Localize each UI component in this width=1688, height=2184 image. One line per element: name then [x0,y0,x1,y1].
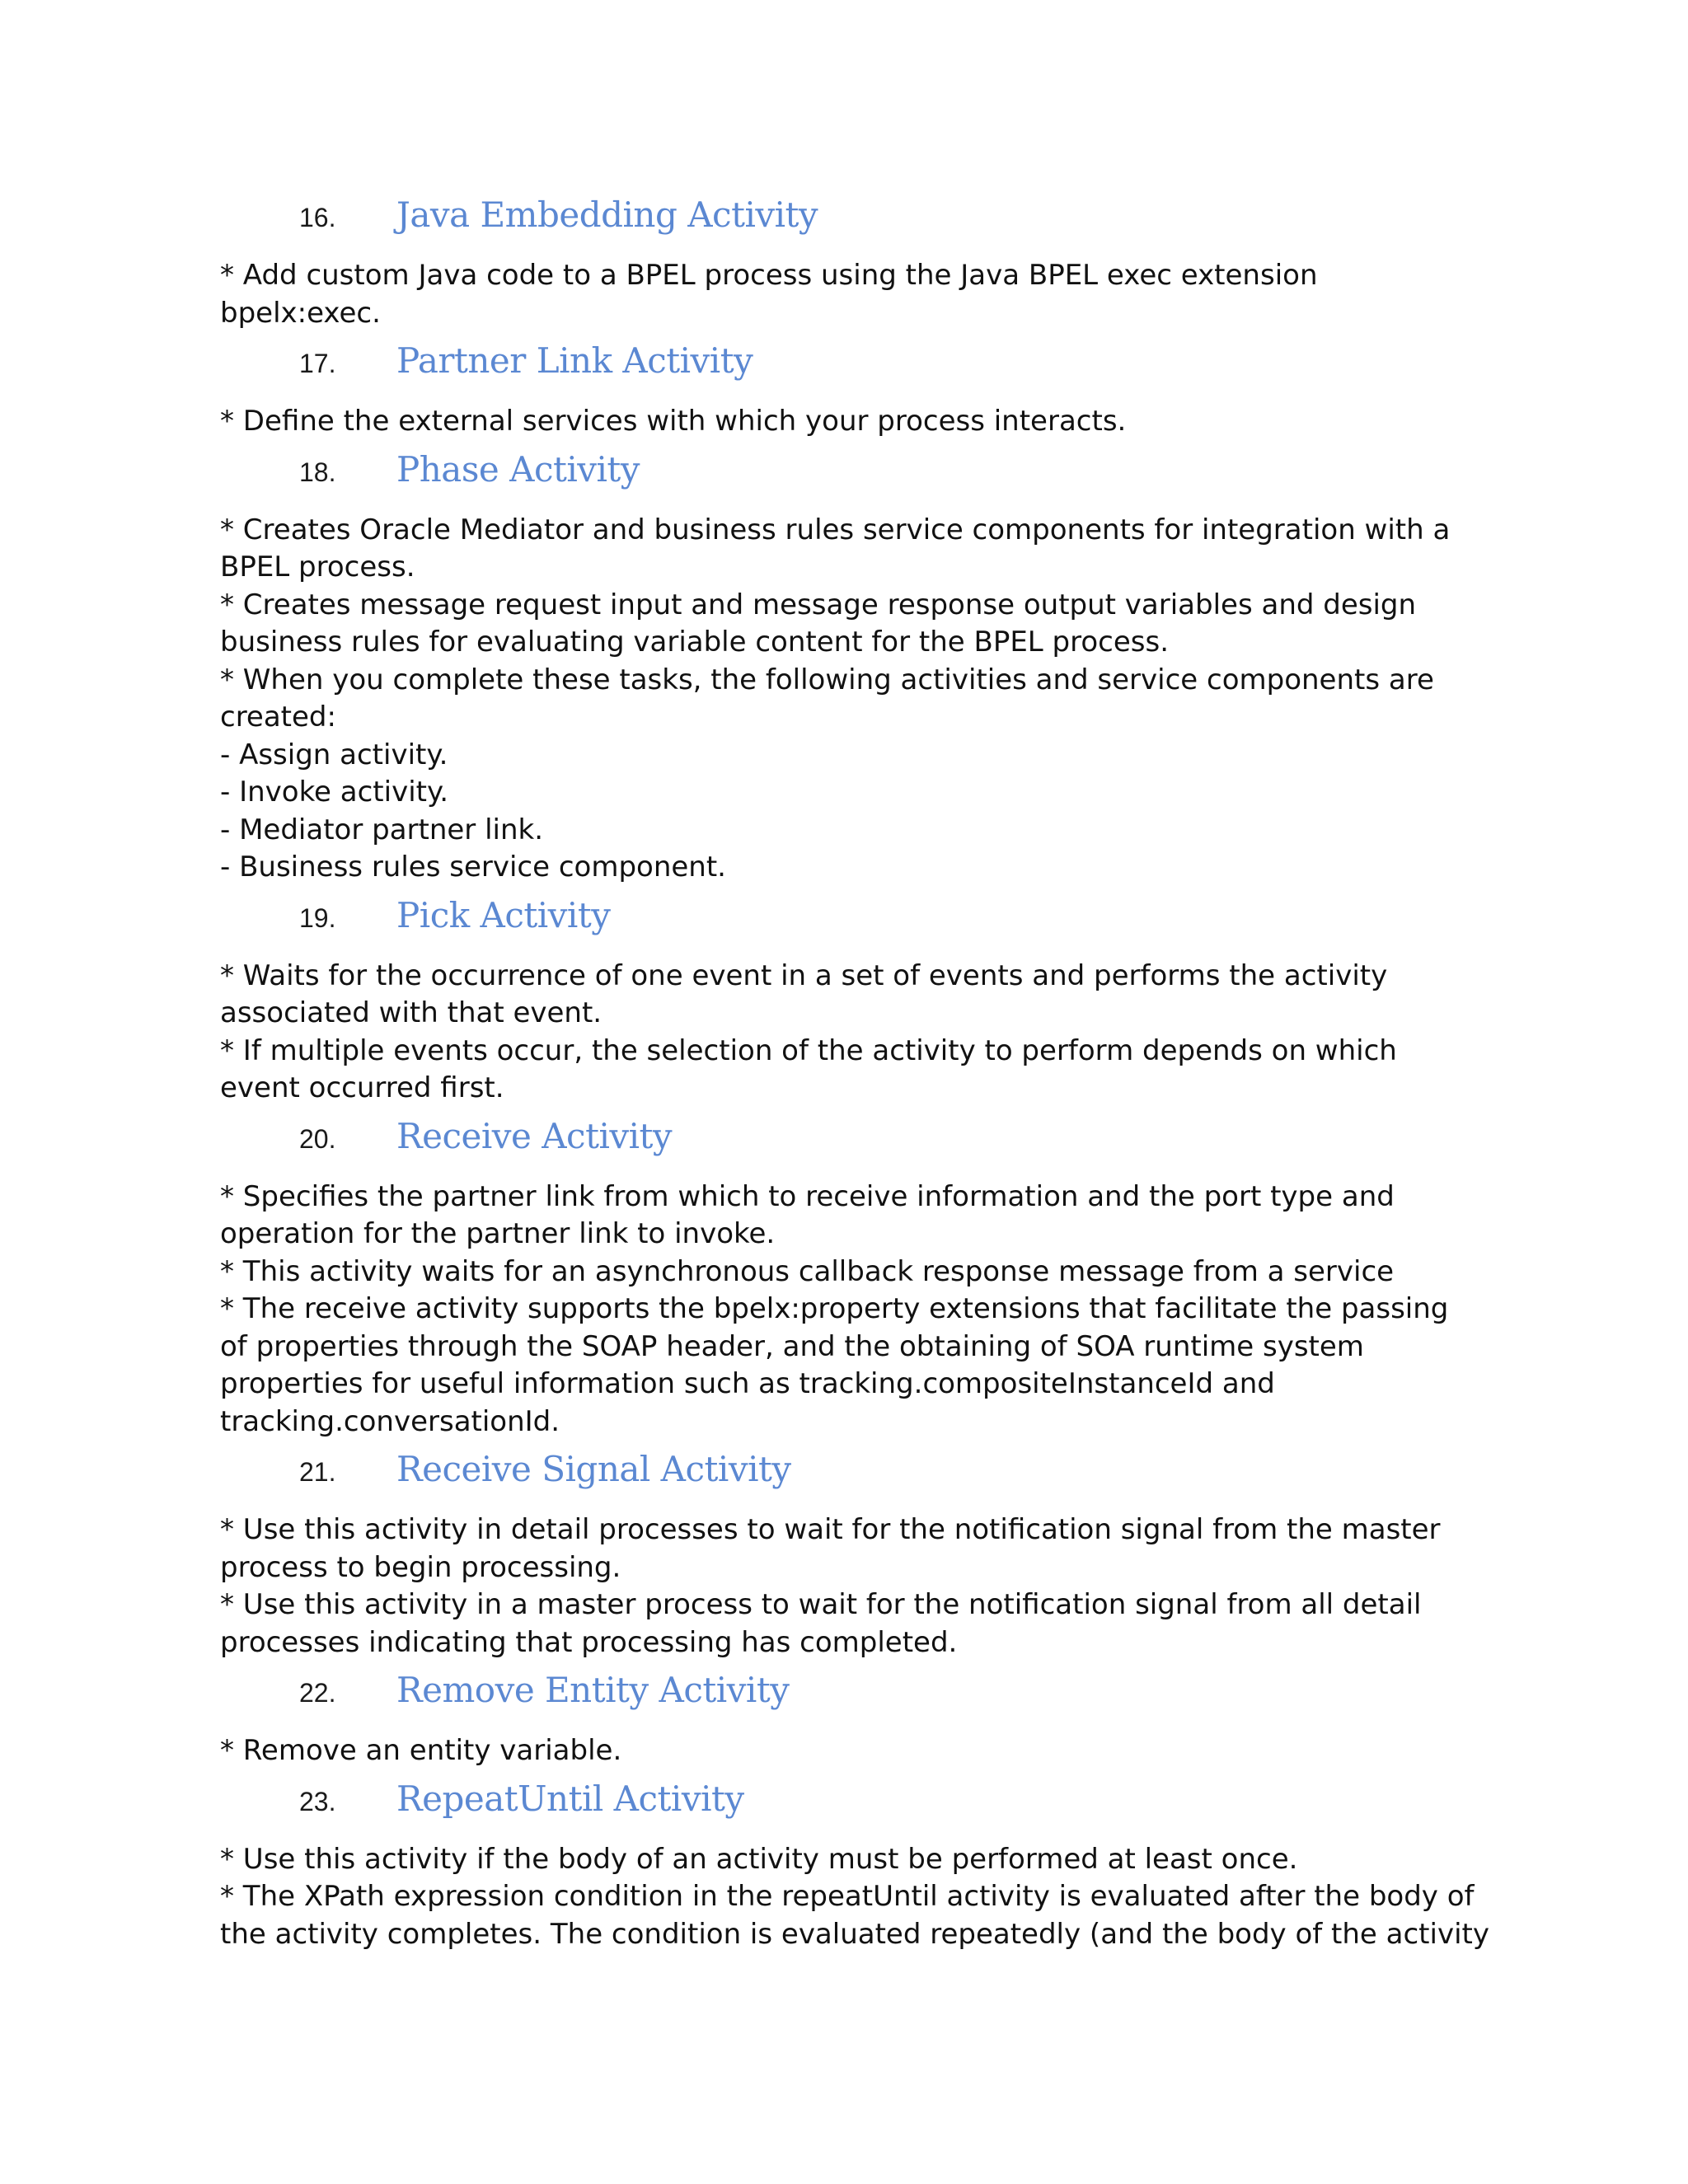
section-body [220,257,1489,332]
body-text-line: event occurred first. [220,1071,504,1104]
section-heading [220,1779,1489,1838]
body-text-line: bpelx:exec. [220,296,381,330]
section [220,1670,1489,1770]
section-heading [220,1116,1489,1175]
body-text-line: * Use this activity in detail processes to wait for the notification signal from the master [220,1513,1441,1546]
body-text-line: properties for useful information such as tracking.compositeInstanceId and [220,1367,1275,1400]
body-text-line: * If multiple events occur, the selection of the activity to perform depends on which [220,1033,1397,1067]
body-text-line: - Assign activity. [220,738,448,771]
body-text-line: * Creates message request input and message response output variables and design [220,588,1417,621]
section-number: 17. [299,349,336,378]
section-body [220,1841,1489,1954]
body-text-line: associated with that event. [220,996,603,1029]
section-body [220,512,1489,887]
section-number: 18. [299,457,336,487]
section-body [220,1511,1489,1661]
section-title: Receive Signal Activity [396,1449,791,1489]
body-text-line: the activity completes. The condition is evaluated repeatedly (and the body of the activity [220,1917,1489,1951]
section-title: Pick Activity [396,894,611,935]
body-text-line: * Specifies the partner link from which to receive information and the port type and [220,1179,1395,1213]
body-text-line: * Add custom Java code to a BPEL process using the Java BPEL exec extension [220,259,1318,292]
body-text-line: - Business rules service component. [220,851,726,883]
section [220,895,1489,1108]
body-text-line: * Use this activity if the body of an activity must be performed at least once. [220,1842,1298,1876]
body-text-line: - Invoke activity. [220,776,449,808]
body-text-line: of properties through the SOAP header, and the obtaining of SOA runtime system [220,1329,1364,1363]
section-number: 21. [299,1457,336,1487]
body-text-line: * When you complete these tasks, the following activities and service components are [220,663,1434,696]
body-text-line: - Mediator partner link. [220,813,544,846]
body-text-line: * Remove an entity variable. [220,1734,622,1767]
section-heading [220,895,1489,954]
section [220,340,1489,441]
body-text-line: * Waits for the occurrence of one event in a set of events and performs the activity [220,958,1388,992]
body-text-line: process to begin processing. [220,1550,621,1584]
section-title: RepeatUntil Activity [396,1778,744,1819]
section-title: Phase Activity [396,448,640,490]
body-text-line: * Define the external services with which your process interacts. [220,405,1127,438]
body-text-line: * The XPath expression condition in the repeatUntil activity is evaluated after the body of [220,1880,1475,1913]
section-heading [220,449,1489,509]
section-heading [220,194,1489,254]
section-title: Partner Link Activity [396,340,753,381]
section-title: Remove Entity Activity [396,1670,790,1710]
section [220,449,1489,887]
section-number: 19. [299,902,336,933]
section-heading [220,1670,1489,1729]
section-heading [220,1449,1489,1508]
section-body [220,403,1489,441]
body-text-line: * Creates Oracle Mediator and business rules service components for integration with a [220,513,1451,546]
body-text-line: tracking.conversationId. [220,1404,560,1438]
section-number: 22. [299,1678,336,1708]
section [220,1779,1489,1954]
body-text-line: * This activity waits for an asynchronous callback response message from a service [220,1254,1395,1288]
body-text-line: BPEL process. [220,551,415,583]
body-text-line: * Use this activity in a master process to wait for the notification signal from all detail [220,1588,1422,1621]
section-number: 16. [299,203,336,232]
section-body [220,1732,1489,1770]
section [220,1116,1489,1441]
section-heading [220,340,1489,400]
body-text-line: * The receive activity supports the bpelx:property extensions that facilitate the passing [220,1292,1449,1325]
section-number: 20. [299,1123,336,1154]
section-number: 23. [299,1786,336,1816]
body-text-line: operation for the partner link to invoke. [220,1217,776,1250]
section-title: Java Embedding Activity [396,194,818,235]
section-body [220,958,1489,1108]
body-text-line: processes indicating that processing has completed. [220,1625,958,1659]
document-content [220,194,1489,1953]
section-body [220,1179,1489,1441]
section-title: Receive Activity [396,1115,673,1156]
body-text-line: business rules for evaluating variable content for the BPEL process. [220,626,1170,658]
body-text-line: created: [220,701,336,733]
section [220,194,1489,332]
section [220,1449,1489,1661]
